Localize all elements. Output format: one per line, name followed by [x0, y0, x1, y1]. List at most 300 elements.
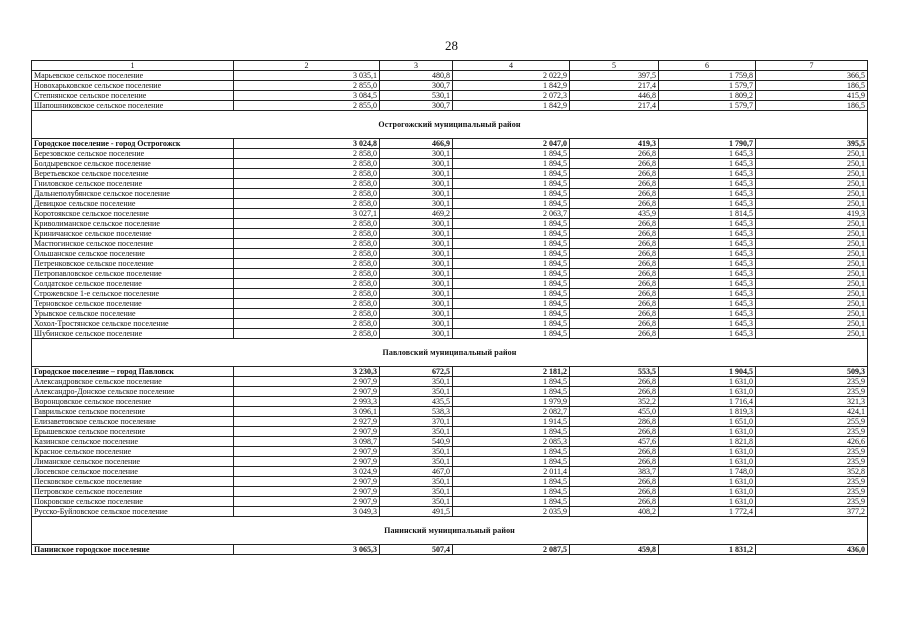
value-cell-col2: 2 858,0: [234, 279, 380, 289]
value-cell-col6: 1 631,0: [659, 427, 756, 437]
value-cell-col5: 397,5: [570, 71, 659, 81]
table-row: [32, 279, 868, 289]
settlement-name: Ольшанское сельское поселение: [32, 249, 234, 259]
value-cell-col7: 352,8: [756, 467, 868, 477]
value-cell-col2: 3 024,8: [234, 139, 380, 149]
value-cell-col6: 1 645,3: [659, 289, 756, 299]
value-cell-col6: 1 904,5: [659, 367, 756, 377]
value-cell-col4: 1 894,5: [453, 189, 570, 199]
value-cell-col4: 1 894,5: [453, 319, 570, 329]
value-cell-col4: 1 894,5: [453, 427, 570, 437]
value-cell-col6: 1 814,5: [659, 209, 756, 219]
table-row: [32, 209, 868, 219]
value-cell-col3: 491,5: [380, 507, 453, 517]
value-cell-col4: 1 894,5: [453, 487, 570, 497]
value-cell-col3: 350,1: [380, 487, 453, 497]
table-row: [32, 545, 868, 555]
value-cell-col2: 2 858,0: [234, 289, 380, 299]
value-cell-col4: 1 894,5: [453, 457, 570, 467]
value-cell-col4: 1 894,5: [453, 199, 570, 209]
settlement-name: Покровское сельское поселение: [32, 497, 234, 507]
value-cell-col4: 2 085,3: [453, 437, 570, 447]
value-cell-col2: 2 907,9: [234, 447, 380, 457]
value-cell-col4: 1 894,5: [453, 477, 570, 487]
value-cell-col3: 300,1: [380, 199, 453, 209]
value-cell-col6: 1 716,4: [659, 397, 756, 407]
value-cell-col4: 2 181,2: [453, 367, 570, 377]
table-row: [32, 477, 868, 487]
table-row: [32, 309, 868, 319]
settlement-name: Гаврильское сельское поселение: [32, 407, 234, 417]
table-row: [32, 319, 868, 329]
value-cell-col5: 266,8: [570, 497, 659, 507]
value-cell-col7: 250,1: [756, 289, 868, 299]
value-cell-col3: 300,1: [380, 309, 453, 319]
value-cell-col7: 235,9: [756, 377, 868, 387]
table-row: [32, 457, 868, 467]
column-header: 2: [234, 61, 380, 71]
value-cell-col6: 1 645,3: [659, 219, 756, 229]
value-cell-col4: 1 894,5: [453, 279, 570, 289]
value-cell-col7: 186,5: [756, 101, 868, 111]
settlement-name: Болдыревское сельское поселение: [32, 159, 234, 169]
settlement-name: Девицкое сельское поселение: [32, 199, 234, 209]
value-cell-col2: 2 855,0: [234, 81, 380, 91]
table-row: [32, 487, 868, 497]
settlement-name: Терновское сельское поселение: [32, 299, 234, 309]
value-cell-col2: 3 084,5: [234, 91, 380, 101]
value-cell-col7: 235,9: [756, 427, 868, 437]
table-row: [32, 269, 868, 279]
value-cell-col7: 250,1: [756, 329, 868, 339]
value-cell-col2: 2 993,3: [234, 397, 380, 407]
table-row: [32, 427, 868, 437]
value-cell-col5: 435,9: [570, 209, 659, 219]
value-cell-col3: 469,2: [380, 209, 453, 219]
value-cell-col3: 466,9: [380, 139, 453, 149]
table-row: [32, 289, 868, 299]
value-cell-col3: 300,1: [380, 329, 453, 339]
value-cell-col3: 300,1: [380, 299, 453, 309]
column-header: 6: [659, 61, 756, 71]
value-cell-col7: 426,6: [756, 437, 868, 447]
value-cell-col7: 235,9: [756, 447, 868, 457]
value-cell-col6: 1 645,3: [659, 319, 756, 329]
settlement-name: Криволиманское сельское поселение: [32, 219, 234, 229]
value-cell-col4: 2 082,7: [453, 407, 570, 417]
table-row: [32, 101, 868, 111]
value-cell-col7: 235,9: [756, 497, 868, 507]
table-row: [32, 417, 868, 427]
value-cell-col2: 2 858,0: [234, 169, 380, 179]
value-cell-col6: 1 809,2: [659, 91, 756, 101]
value-cell-col6: 1 645,3: [659, 329, 756, 339]
value-cell-col2: 3 230,3: [234, 367, 380, 377]
settlement-name: Лосевское сельское поселение: [32, 467, 234, 477]
value-cell-col6: 1 748,0: [659, 467, 756, 477]
value-cell-col7: 235,9: [756, 487, 868, 497]
value-cell-col7: 250,1: [756, 319, 868, 329]
value-cell-col3: 300,1: [380, 219, 453, 229]
value-cell-col6: 1 631,0: [659, 377, 756, 387]
value-cell-col4: 2 047,0: [453, 139, 570, 149]
value-cell-col7: 509,3: [756, 367, 868, 377]
table-row: [32, 507, 868, 517]
value-cell-col5: 266,8: [570, 199, 659, 209]
table-row: [32, 329, 868, 339]
value-cell-col4: 1 894,5: [453, 179, 570, 189]
value-cell-col3: 672,5: [380, 367, 453, 377]
value-cell-col5: 266,8: [570, 259, 659, 269]
value-cell-col7: 395,5: [756, 139, 868, 149]
value-cell-col4: 1 894,5: [453, 159, 570, 169]
value-cell-col2: 2 907,9: [234, 427, 380, 437]
value-cell-col6: 1 651,0: [659, 417, 756, 427]
value-cell-col4: 1 894,5: [453, 329, 570, 339]
value-cell-col6: 1 645,3: [659, 149, 756, 159]
value-cell-col2: 2 858,0: [234, 219, 380, 229]
value-cell-col3: 300,7: [380, 81, 453, 91]
value-cell-col5: 266,8: [570, 189, 659, 199]
district-title: Павловский муниципальный район: [32, 339, 868, 367]
value-cell-col3: 300,1: [380, 239, 453, 249]
value-cell-col2: 2 907,9: [234, 487, 380, 497]
settlement-name: Городское поселение - город Острогожск: [32, 139, 234, 149]
value-cell-col4: 1 842,9: [453, 81, 570, 91]
table-body: [32, 71, 868, 555]
value-cell-col4: 2 063,7: [453, 209, 570, 219]
value-cell-col4: 2 035,9: [453, 507, 570, 517]
value-cell-col4: 1 894,5: [453, 249, 570, 259]
value-cell-col6: 1 631,0: [659, 447, 756, 457]
settlement-name: Солдатское сельское поселение: [32, 279, 234, 289]
district-header-row: [32, 339, 868, 367]
table-row: [32, 467, 868, 477]
settlement-name: Степнянское сельское поселение: [32, 91, 234, 101]
settlement-name: Воронцовское сельское поселение: [32, 397, 234, 407]
value-cell-col5: 446,8: [570, 91, 659, 101]
value-cell-col6: 1 645,3: [659, 269, 756, 279]
settlement-name: Красное сельское поселение: [32, 447, 234, 457]
value-cell-col7: 415,9: [756, 91, 868, 101]
value-cell-col5: 286,8: [570, 417, 659, 427]
value-cell-col3: 540,9: [380, 437, 453, 447]
value-cell-col5: 266,8: [570, 477, 659, 487]
value-cell-col7: 250,1: [756, 179, 868, 189]
value-cell-col3: 530,1: [380, 91, 453, 101]
table-row: [32, 249, 868, 259]
settlement-name: Строжевское 1-е сельское поселение: [32, 289, 234, 299]
settlement-name: Хохол-Тростянское сельское поселение: [32, 319, 234, 329]
value-cell-col4: 1 894,5: [453, 447, 570, 457]
value-cell-col3: 507,4: [380, 545, 453, 555]
column-header: 3: [380, 61, 453, 71]
value-cell-col2: 3 065,3: [234, 545, 380, 555]
value-cell-col6: 1 579,7: [659, 101, 756, 111]
value-cell-col4: 1 894,5: [453, 149, 570, 159]
value-cell-col6: 1 631,0: [659, 457, 756, 467]
value-cell-col4: 1 979,9: [453, 397, 570, 407]
value-cell-col5: 419,3: [570, 139, 659, 149]
value-cell-col6: 1 579,7: [659, 81, 756, 91]
value-cell-col5: 266,8: [570, 269, 659, 279]
value-cell-col4: 1 894,5: [453, 219, 570, 229]
value-cell-col5: 455,0: [570, 407, 659, 417]
value-cell-col5: 266,8: [570, 289, 659, 299]
value-cell-col5: 217,4: [570, 81, 659, 91]
value-cell-col5: 266,8: [570, 377, 659, 387]
value-cell-col6: 1 631,0: [659, 387, 756, 397]
district-header-row: [32, 111, 868, 139]
budget-table: [31, 60, 868, 555]
settlement-name: Новохарьковское сельское поселение: [32, 81, 234, 91]
table-row: [32, 179, 868, 189]
table-row: [32, 367, 868, 377]
value-cell-col4: 1 894,5: [453, 497, 570, 507]
value-cell-col7: 321,3: [756, 397, 868, 407]
value-cell-col5: 266,8: [570, 179, 659, 189]
settlement-name: Криничанское сельское поселение: [32, 229, 234, 239]
settlement-name: Ерышевское сельское поселение: [32, 427, 234, 437]
value-cell-col3: 370,1: [380, 417, 453, 427]
value-cell-col3: 350,1: [380, 477, 453, 487]
value-cell-col4: 2 072,3: [453, 91, 570, 101]
value-cell-col6: 1 631,0: [659, 487, 756, 497]
value-cell-col2: 2 858,0: [234, 269, 380, 279]
table-row: [32, 377, 868, 387]
table-row: [32, 259, 868, 269]
value-cell-col3: 300,1: [380, 259, 453, 269]
value-cell-col7: 250,1: [756, 279, 868, 289]
value-cell-col5: 459,8: [570, 545, 659, 555]
settlement-name: Гниловское сельское поселение: [32, 179, 234, 189]
value-cell-col6: 1 645,3: [659, 279, 756, 289]
column-number-row: [32, 61, 868, 71]
settlement-name: Петренковское сельское поселение: [32, 259, 234, 269]
district-header-row: [32, 517, 868, 545]
settlement-name: Александровское сельское поселение: [32, 377, 234, 387]
table-row: [32, 149, 868, 159]
value-cell-col3: 300,1: [380, 179, 453, 189]
table-row: [32, 407, 868, 417]
table-row: [32, 299, 868, 309]
value-cell-col5: 266,8: [570, 299, 659, 309]
value-cell-col6: 1 831,2: [659, 545, 756, 555]
value-cell-col5: 266,8: [570, 487, 659, 497]
value-cell-col2: 2 858,0: [234, 259, 380, 269]
table-row: [32, 229, 868, 239]
value-cell-col2: 2 858,0: [234, 249, 380, 259]
table-row: [32, 81, 868, 91]
value-cell-col5: 266,8: [570, 239, 659, 249]
value-cell-col4: 1 894,5: [453, 229, 570, 239]
value-cell-col2: 2 907,9: [234, 457, 380, 467]
value-cell-col2: 3 098,7: [234, 437, 380, 447]
value-cell-col2: 3 024,9: [234, 467, 380, 477]
value-cell-col3: 300,1: [380, 149, 453, 159]
value-cell-col4: 1 894,5: [453, 169, 570, 179]
value-cell-col6: 1 645,3: [659, 159, 756, 169]
page-number: 28: [445, 38, 458, 53]
value-cell-col4: 2 011,4: [453, 467, 570, 477]
value-cell-col6: 1 645,3: [659, 259, 756, 269]
value-cell-col3: 480,8: [380, 71, 453, 81]
value-cell-col3: 300,7: [380, 101, 453, 111]
settlement-name: Мастюгинское сельское поселение: [32, 239, 234, 249]
value-cell-col3: 350,1: [380, 457, 453, 467]
value-cell-col7: 424,1: [756, 407, 868, 417]
table-row: [32, 239, 868, 249]
value-cell-col7: 250,1: [756, 239, 868, 249]
value-cell-col2: 2 858,0: [234, 329, 380, 339]
value-cell-col6: 1 645,3: [659, 189, 756, 199]
value-cell-col7: 250,1: [756, 269, 868, 279]
value-cell-col5: 266,8: [570, 219, 659, 229]
value-cell-col6: 1 759,8: [659, 71, 756, 81]
value-cell-col5: 266,8: [570, 229, 659, 239]
value-cell-col2: 2 858,0: [234, 149, 380, 159]
settlement-name: Урывское сельское поселение: [32, 309, 234, 319]
value-cell-col3: 350,1: [380, 497, 453, 507]
value-cell-col3: 467,0: [380, 467, 453, 477]
value-cell-col7: 250,1: [756, 199, 868, 209]
value-cell-col5: 266,8: [570, 169, 659, 179]
value-cell-col6: 1 645,3: [659, 239, 756, 249]
table-row: [32, 497, 868, 507]
value-cell-col5: 217,4: [570, 101, 659, 111]
value-cell-col2: 2 858,0: [234, 179, 380, 189]
settlement-name: Елизаветовское сельское поселение: [32, 417, 234, 427]
value-cell-col5: 352,2: [570, 397, 659, 407]
value-cell-col5: 457,6: [570, 437, 659, 447]
value-cell-col2: 3 027,1: [234, 209, 380, 219]
value-cell-col7: 250,1: [756, 259, 868, 269]
value-cell-col5: 266,8: [570, 149, 659, 159]
value-cell-col3: 350,1: [380, 427, 453, 437]
value-cell-col5: 266,8: [570, 447, 659, 457]
settlement-name: Марьевское сельское поселение: [32, 71, 234, 81]
table-row: [32, 71, 868, 81]
value-cell-col4: 1 894,5: [453, 387, 570, 397]
settlement-name: Шубинское сельское поселение: [32, 329, 234, 339]
value-cell-col6: 1 772,4: [659, 507, 756, 517]
value-cell-col5: 266,8: [570, 279, 659, 289]
value-cell-col7: 436,0: [756, 545, 868, 555]
value-cell-col7: 186,5: [756, 81, 868, 91]
value-cell-col5: 266,8: [570, 387, 659, 397]
settlement-name: Коротоякское сельское поселение: [32, 209, 234, 219]
table-row: [32, 397, 868, 407]
value-cell-col5: 266,8: [570, 319, 659, 329]
table-row: [32, 199, 868, 209]
value-cell-col3: 300,1: [380, 269, 453, 279]
value-cell-col5: 553,5: [570, 367, 659, 377]
value-cell-col4: 1 894,5: [453, 289, 570, 299]
value-cell-col7: 250,1: [756, 189, 868, 199]
value-cell-col2: 3 049,3: [234, 507, 380, 517]
settlement-name: Петровское сельское поселение: [32, 487, 234, 497]
value-cell-col2: 2 855,0: [234, 101, 380, 111]
table-row: [32, 159, 868, 169]
value-cell-col3: 350,1: [380, 377, 453, 387]
value-cell-col7: 250,1: [756, 149, 868, 159]
value-cell-col6: 1 645,3: [659, 249, 756, 259]
value-cell-col5: 266,8: [570, 309, 659, 319]
table-row: [32, 139, 868, 149]
value-cell-col3: 300,1: [380, 159, 453, 169]
value-cell-col7: 255,9: [756, 417, 868, 427]
value-cell-col3: 300,1: [380, 319, 453, 329]
value-cell-col6: 1 645,3: [659, 169, 756, 179]
value-cell-col2: 2 927,9: [234, 417, 380, 427]
value-cell-col7: 250,1: [756, 309, 868, 319]
value-cell-col2: 2 907,9: [234, 477, 380, 487]
column-header: 1: [32, 61, 234, 71]
value-cell-col2: 2 907,9: [234, 497, 380, 507]
value-cell-col7: 250,1: [756, 249, 868, 259]
value-cell-col4: 1 894,5: [453, 377, 570, 387]
settlement-name: Русско-Буйловское сельское поселение: [32, 507, 234, 517]
value-cell-col2: 2 907,9: [234, 387, 380, 397]
settlement-name: Городское поселение – город Павловск: [32, 367, 234, 377]
settlement-name: Дальнеполубянское сельское поселение: [32, 189, 234, 199]
value-cell-col5: 266,8: [570, 329, 659, 339]
value-cell-col3: 300,1: [380, 279, 453, 289]
district-title: Острогожский муниципальный район: [32, 111, 868, 139]
value-cell-col6: 1 645,3: [659, 179, 756, 189]
value-cell-col5: 266,8: [570, 427, 659, 437]
table-row: [32, 189, 868, 199]
table-row: [32, 219, 868, 229]
table-row: [32, 447, 868, 457]
settlement-name: Панинское городское поселение: [32, 545, 234, 555]
value-cell-col4: 1 894,5: [453, 269, 570, 279]
table-row: [32, 169, 868, 179]
value-cell-col7: 377,2: [756, 507, 868, 517]
value-cell-col3: 538,3: [380, 407, 453, 417]
value-cell-col2: 2 858,0: [234, 309, 380, 319]
value-cell-col2: 3 035,1: [234, 71, 380, 81]
value-cell-col6: 1 819,3: [659, 407, 756, 417]
settlement-name: Березовское сельское поселение: [32, 149, 234, 159]
value-cell-col7: 235,9: [756, 477, 868, 487]
value-cell-col4: 1 894,5: [453, 309, 570, 319]
value-cell-col3: 300,1: [380, 229, 453, 239]
value-cell-col6: 1 645,3: [659, 309, 756, 319]
value-cell-col3: 350,1: [380, 387, 453, 397]
value-cell-col2: 2 858,0: [234, 239, 380, 249]
settlement-name: Песковское сельское поселение: [32, 477, 234, 487]
settlement-name: Лиманское сельское поселение: [32, 457, 234, 467]
value-cell-col2: 3 096,1: [234, 407, 380, 417]
value-cell-col5: 383,7: [570, 467, 659, 477]
value-cell-col4: 2 087,5: [453, 545, 570, 555]
value-cell-col2: 2 858,0: [234, 159, 380, 169]
value-cell-col7: 235,9: [756, 457, 868, 467]
value-cell-col5: 266,8: [570, 457, 659, 467]
value-cell-col3: 435,5: [380, 397, 453, 407]
column-header: 4: [453, 61, 570, 71]
settlement-name: Веретьевское сельское поселение: [32, 169, 234, 179]
value-cell-col6: 1 645,3: [659, 229, 756, 239]
value-cell-col6: 1 790,7: [659, 139, 756, 149]
settlement-name: Шапошниковское сельское поселение: [32, 101, 234, 111]
table-row: [32, 387, 868, 397]
value-cell-col4: 1 894,5: [453, 239, 570, 249]
table-row: [32, 91, 868, 101]
value-cell-col4: 1 914,5: [453, 417, 570, 427]
value-cell-col6: 1 645,3: [659, 199, 756, 209]
